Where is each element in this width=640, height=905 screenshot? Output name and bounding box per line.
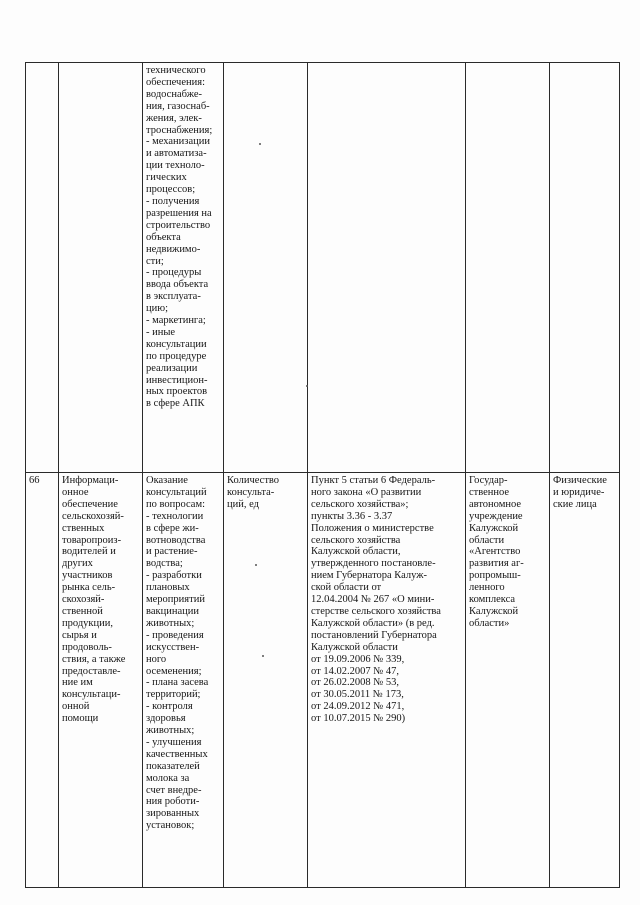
legal-basis-cell [308,63,466,473]
text-line: сти; [146,255,164,267]
indicator-cell [224,63,308,473]
scan-speck [306,385,308,387]
text-line: водоснабже- [146,88,202,100]
text-line: Калужской области, [311,546,401,558]
text-line: обеспечение [62,498,118,510]
text-line: Информаци- [62,475,119,486]
text-line: ных проектов [146,386,208,398]
text-line: ции техноло- [146,160,205,172]
text-line: и растение- [146,546,198,558]
text-line: от 10.07.2015 № 290) [311,713,406,725]
text-line: продоволь- [62,641,112,653]
text-line: водства; [146,558,183,570]
text-line: от 14.02.2007 № 47, [311,665,399,677]
text-line: плановых [146,582,190,594]
text-line: Пункт 5 статьи 6 Федераль- [311,475,436,486]
text-line: объекта [146,231,181,243]
text-line: показателей [146,760,200,772]
service-content-cell [143,473,224,888]
text-line: процессов; [146,184,196,196]
text-line: рынка сель- [62,582,116,594]
text-line: - технологии [146,510,204,522]
text-line: утвержденного постановле- [311,558,436,570]
text-line: Количество [227,475,280,486]
text-line: 12.04.2004 № 267 «О мини- [311,594,435,606]
text-line: - контроля [146,701,193,713]
text-line: в эксплуата- [146,291,201,303]
text-line: счет внедре- [146,784,202,796]
text-line: троснабжения; [146,124,213,136]
text-line: постановлений Губернатора [311,629,437,641]
recipients-text [553,475,616,511]
text-line: области [469,534,505,546]
text-line: ские лица [553,498,597,510]
text-line: Положения о министерстве [311,522,434,534]
text-line: - разработки [146,570,202,582]
text-line: технического [146,65,206,76]
row-number-cell [26,63,59,473]
text-line: от 19.09.2006 № 339, [311,653,405,665]
text-line: продукции, [62,617,113,629]
text-line: от 24.09.2012 № 471, [311,701,405,713]
text-line: Физические [553,475,607,486]
text-line: от 26.02.2008 № 53, [311,677,399,689]
scan-speck [262,655,264,657]
text-line: - иные [146,326,176,338]
text-line: вакцинации [146,605,199,617]
row-number: 66 [29,475,40,486]
text-line: «Агентство [469,546,521,558]
text-line: зированных [146,808,200,820]
scan-speck [259,143,261,145]
text-line: - проведения [146,629,204,641]
text-line: пункты 3.36 - 3.37 [311,510,393,522]
text-line: Калужской [469,522,519,534]
legal-basis-cell [308,473,466,888]
text-line: ропромыш- [469,570,521,582]
text-line: автономное [469,498,522,510]
text-line: ние им [62,677,93,689]
service-name-cell [59,473,143,888]
indicator-text [227,475,304,511]
text-line: ской области от [311,582,382,594]
text-line: ного [146,653,167,665]
text-line: территорий; [146,689,201,701]
text-line: ния, газоснаб- [146,100,210,112]
text-line: онной [62,701,90,713]
services-table [25,62,620,888]
text-line: качественных [146,748,208,760]
text-line: скохозяй- [62,594,105,606]
text-line: молока за [146,772,190,784]
text-line: вотноводства [146,534,206,546]
text-line: разрешения на [146,207,212,219]
text-line: Калужской области» (в ред. [311,617,435,629]
text-line: - процедуры [146,267,202,279]
text-line: Оказание [146,475,188,486]
text-line: помощи [62,713,99,725]
recipients-cell [550,63,620,473]
text-line: Калужской области [311,641,398,653]
text-line: инвестицион- [146,374,208,386]
text-line: искусствен- [146,641,200,653]
text-line: недвижимо- [146,243,201,255]
text-line: - механизации [146,136,210,148]
text-line: - маркетинга; [146,315,206,327]
text-line: строительство [146,219,211,231]
recipients-cell [550,473,620,888]
text-line: консульта- [227,486,275,498]
text-line: учреждение [469,510,523,522]
text-line: - плана засева [146,677,209,689]
text-line: ввода объекта [146,279,209,291]
text-line: консультации [146,338,207,350]
text-line: ствия, а также [62,653,126,665]
scan-speck [255,564,257,566]
text-line: цию; [146,303,168,315]
text-line: в сфере жи- [146,522,199,534]
service-name-cell [59,63,143,473]
text-line: области» [469,617,510,629]
text-line: других [62,558,93,570]
text-line: и автоматиза- [146,148,207,160]
text-line: ния роботи- [146,796,200,808]
table-row [26,473,620,888]
text-line: животных; [146,725,195,737]
text-line: предоставле- [62,665,121,677]
text-line: ций, ед [227,498,259,510]
text-line: жения, элек- [146,112,202,124]
service-content-cell [143,63,224,473]
table-row [26,63,620,473]
provider-cell [466,63,550,473]
text-line: - улучшения [146,736,202,748]
legal-basis-text [311,475,462,725]
text-line: водителей и [62,546,116,558]
text-line: онное [62,486,89,498]
text-line: обеспечения: [146,76,205,88]
text-line: по вопросам: [146,498,206,510]
text-line: ственной [62,605,103,617]
text-line: здоровья [146,713,186,725]
text-line: сырья и [62,629,97,641]
text-line: участников [62,570,113,582]
text-line: - получения [146,195,200,207]
row-number-cell [26,473,59,888]
service-content-text [146,475,220,832]
text-line: гических [146,172,187,184]
text-line: ственных [62,522,105,534]
provider-cell [466,473,550,888]
text-line: консультаций [146,486,207,498]
text-line: реализации [146,362,198,374]
text-line: Калужской [469,605,519,617]
indicator-cell [224,473,308,888]
text-line: по процедуре [146,350,207,362]
text-line: Государ- [469,475,508,486]
text-line: в сфере АПК [146,398,205,410]
text-line: установок; [146,820,195,832]
text-line: ленного [469,582,505,594]
text-line: осеменения; [146,665,202,677]
text-line: стерстве сельского хозяйства [311,605,441,617]
provider-text [469,475,546,630]
service-name-text [62,475,139,725]
text-line: ного закона «О развитии [311,486,422,498]
text-line: мероприятий [146,594,205,606]
text-line: сельского хозяйства»; [311,498,409,510]
text-line: нием Губернатора Калуж- [311,570,428,582]
text-line: консультаци- [62,689,121,701]
text-line: товаропроиз- [62,534,122,546]
text-line: сельского хозяйства [311,534,401,546]
text-line: ственное [469,486,510,498]
text-line: от 30.05.2011 № 173, [311,689,404,701]
text-line: и юридиче- [553,486,605,498]
text-line: комплекса [469,594,516,606]
text-line: сельскохозяй- [62,510,124,522]
text-line: животных; [146,617,195,629]
service-content-text [146,65,220,410]
text-line: развития аг- [469,558,524,570]
